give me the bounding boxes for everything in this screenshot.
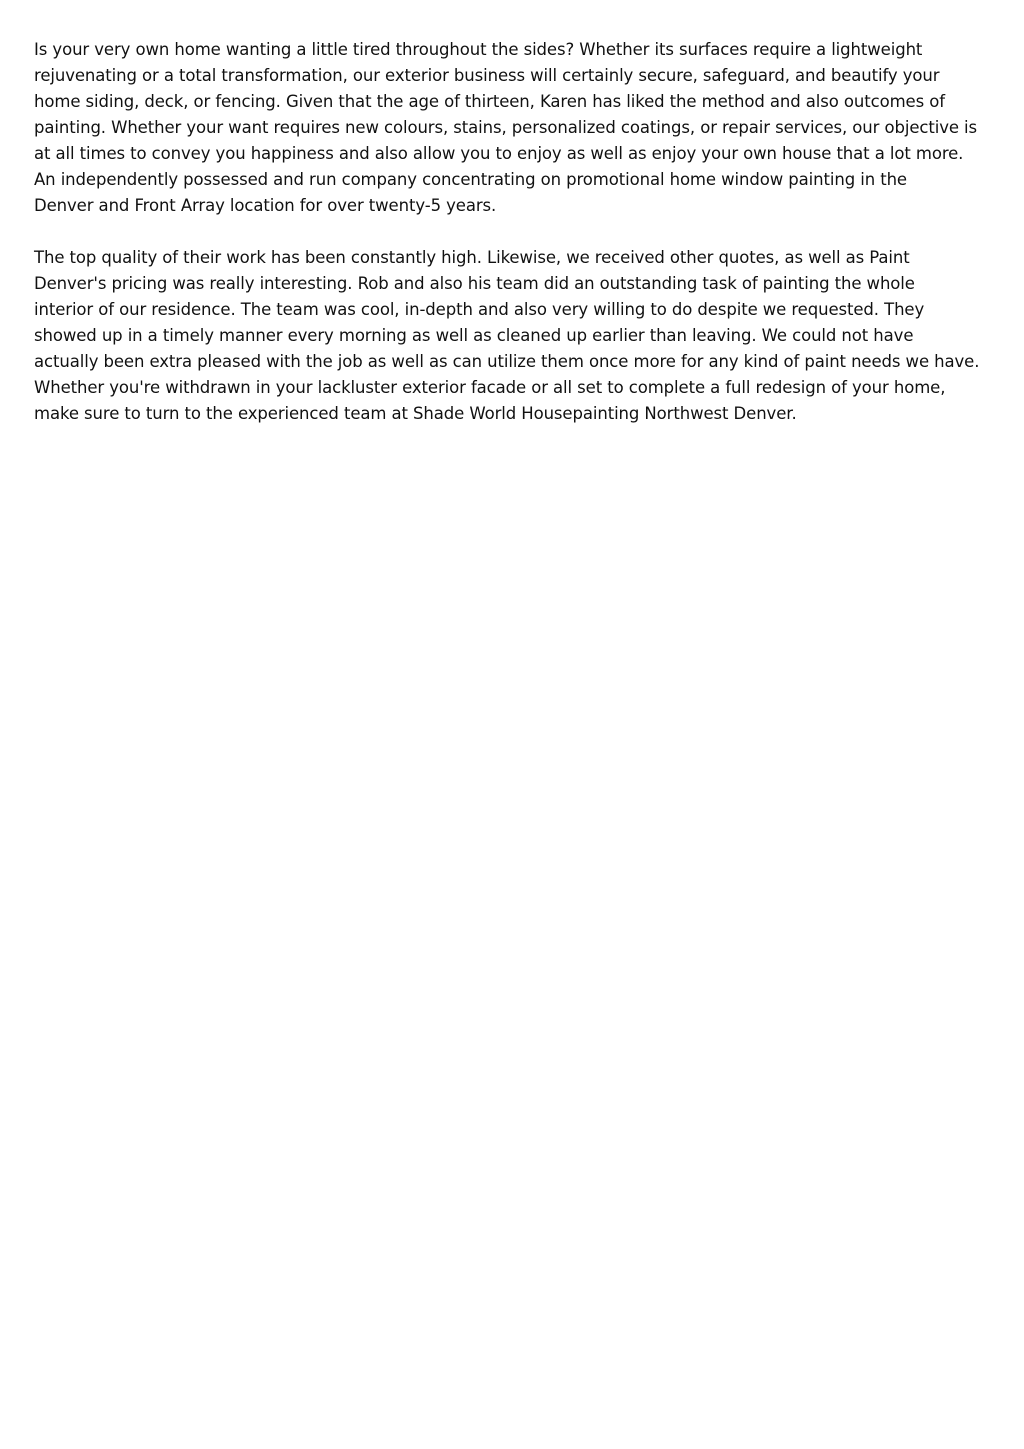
paragraph-line: at all times to convey you happiness and also allow you to enjoy as well as enjoy your own house that a lot more.: [34, 144, 964, 163]
paragraph-line: home siding, deck, or fencing. Given that the age of thirteen, Karen has liked the method and also outcomes of: [34, 92, 945, 111]
paragraph-line: painting. Whether your want requires new colours, stains, personalized coatings, or repair services, our objective is: [34, 118, 978, 137]
paragraph-1: [34, 37, 994, 219]
paragraph-line: actually been extra pleased with the job as well as can utilize them once more for any kind of paint needs we have.: [34, 352, 980, 371]
document-body: [34, 37, 994, 427]
paragraph-line: Is your very own home wanting a little tired throughout the sides? Whether its surfaces require a lightweight: [34, 40, 923, 59]
paragraph-line: interior of our residence. The team was cool, in-depth and also very willing to do despite we requested. They: [34, 300, 925, 319]
paragraph-line: Denver's pricing was really interesting. Rob and also his team did an outstanding task of painting the whole: [34, 274, 915, 293]
paragraph-line: Denver and Front Array location for over twenty-5 years.: [34, 196, 497, 215]
paragraph-2: [34, 245, 994, 427]
paragraph-line: rejuvenating or a total transformation, our exterior business will certainly secure, safeguard, and beautify your: [34, 66, 940, 85]
paragraph-line: Whether you're withdrawn in your lackluster exterior facade or all set to complete a full redesign of your home,: [34, 378, 946, 397]
paragraph-line: make sure to turn to the experienced team at Shade World Housepainting Northwest Denver.: [34, 404, 797, 423]
paragraph-line: An independently possessed and run company concentrating on promotional home window painting in the: [34, 170, 907, 189]
paragraph-line: The top quality of their work has been constantly high. Likewise, we received other quotes, as well as Paint: [34, 248, 910, 267]
paragraph-line: showed up in a timely manner every morning as well as cleaned up earlier than leaving. We could not have: [34, 326, 914, 345]
